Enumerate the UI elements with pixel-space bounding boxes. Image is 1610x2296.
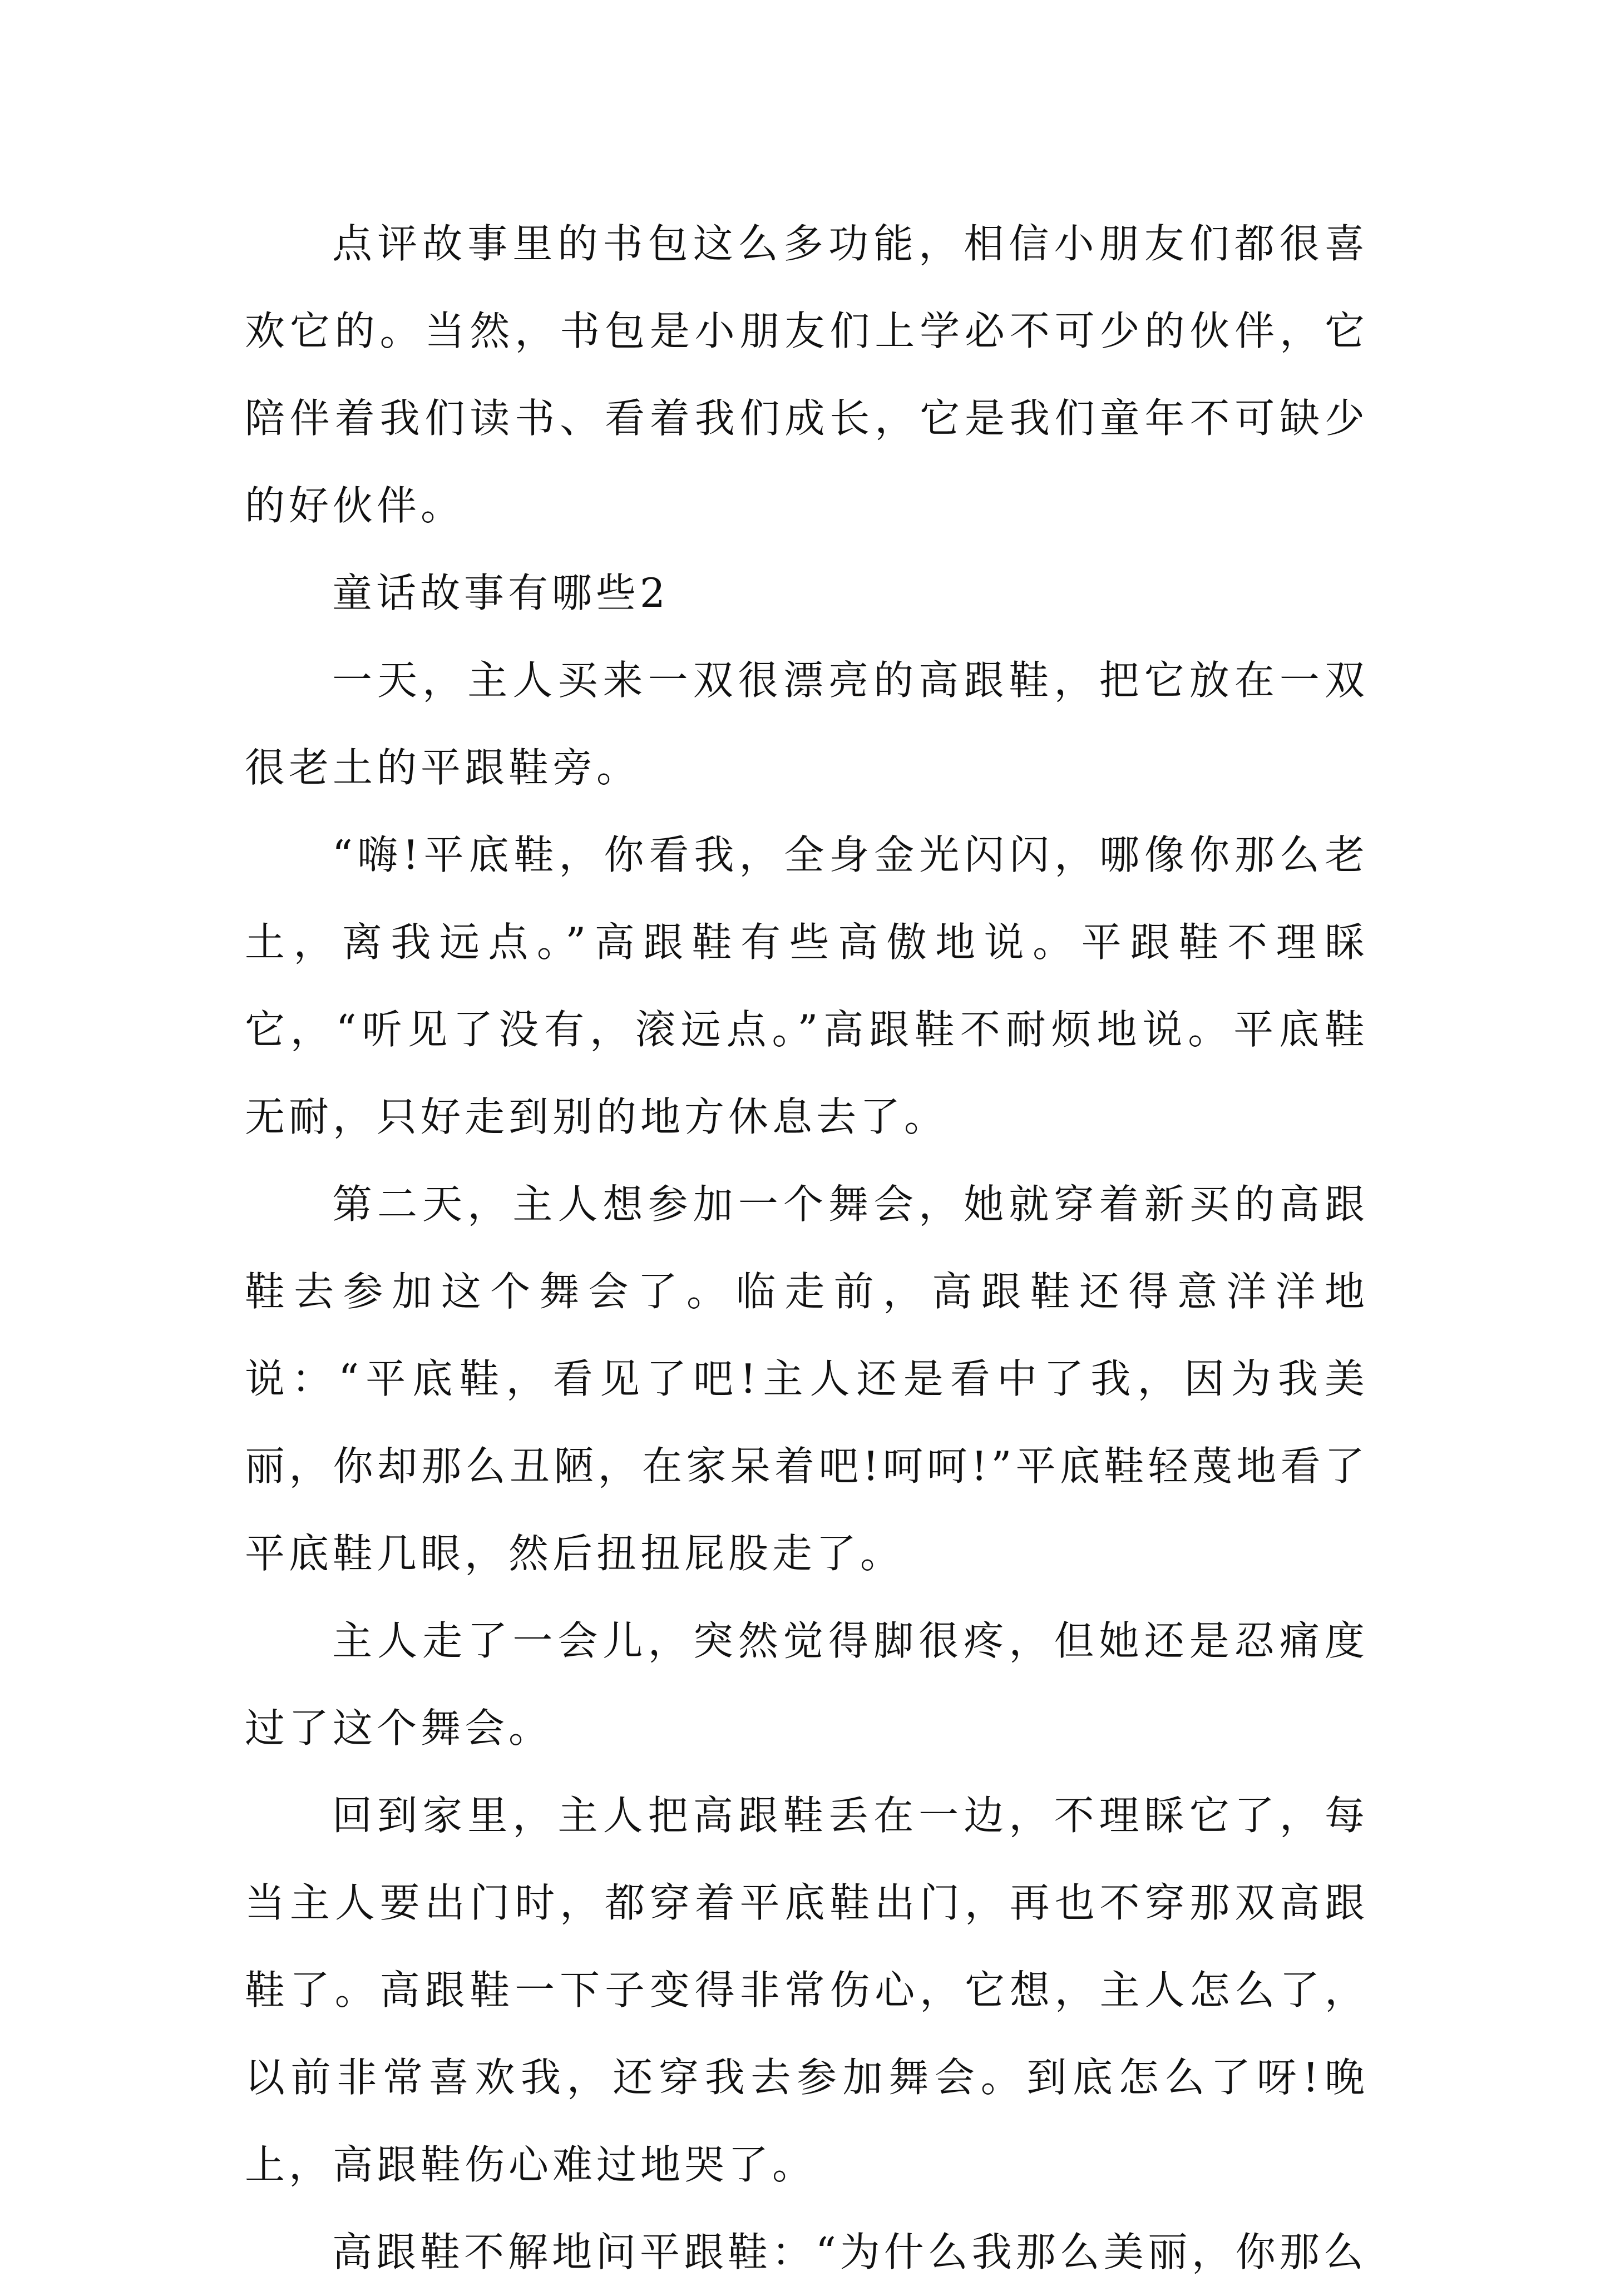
paragraph-story-2: “嗨!平底鞋，你看我，全身金光闪闪，哪像你那么老土，离我远点。”高跟鞋有些高傲地说。平跟鞋不理睬它，“听见了没有，滚远点。”高跟鞋不耐烦地说。平底鞋无耐，只好走到别的地方休息去了。	[245, 832, 1369, 1140]
paragraph-story-6: 高跟鞋不解地问平跟鞋：“为什么我那么美丽，你那么	[332, 2229, 1367, 2275]
document-body	[245, 200, 1369, 2296]
paragraph-story-4: 主人走了一会儿，突然觉得脚很疼，但她还是忍痛度过了这个舞会。	[245, 1617, 1369, 1751]
story-heading: 童话故事有哪些2	[332, 570, 669, 616]
paragraph-story-5: 回到家里，主人把高跟鞋丢在一边，不理睬它了，每当主人要出门时，都穿着平底鞋出门，再也不穿那双高跟鞋了。高跟鞋一下子变得非常伤心，它想，主人怎么了，以前非常喜欢我，还穿我去参加舞会。到底怎么了呀!晚上，高跟鞋伤心难过地哭了。	[245, 1792, 1369, 2188]
paragraph-story-3: 第二天，主人想参加一个舞会，她就穿着新买的高跟鞋去参加这个舞会了。临走前，高跟鞋还得意洋洋地说：“平底鞋，看见了吧!主人还是看中了我，因为我美丽，你却那么丑陋，在家呆着吧!呵呵!”平底鞋轻蔑地看了平底鞋几眼，然后扭扭屁股走了。	[245, 1181, 1369, 1577]
paragraph-story-1: 一天，主人买来一双很漂亮的高跟鞋，把它放在一双很老土的平跟鞋旁。	[245, 657, 1369, 791]
paragraph-commentary: 点评故事里的书包这么多功能，相信小朋友们都很喜欢它的。当然，书包是小朋友们上学必不可少的伙伴，它陪伴着我们读书、看着我们成长，它是我们童年不可缺少的好伙伴。	[245, 220, 1369, 529]
